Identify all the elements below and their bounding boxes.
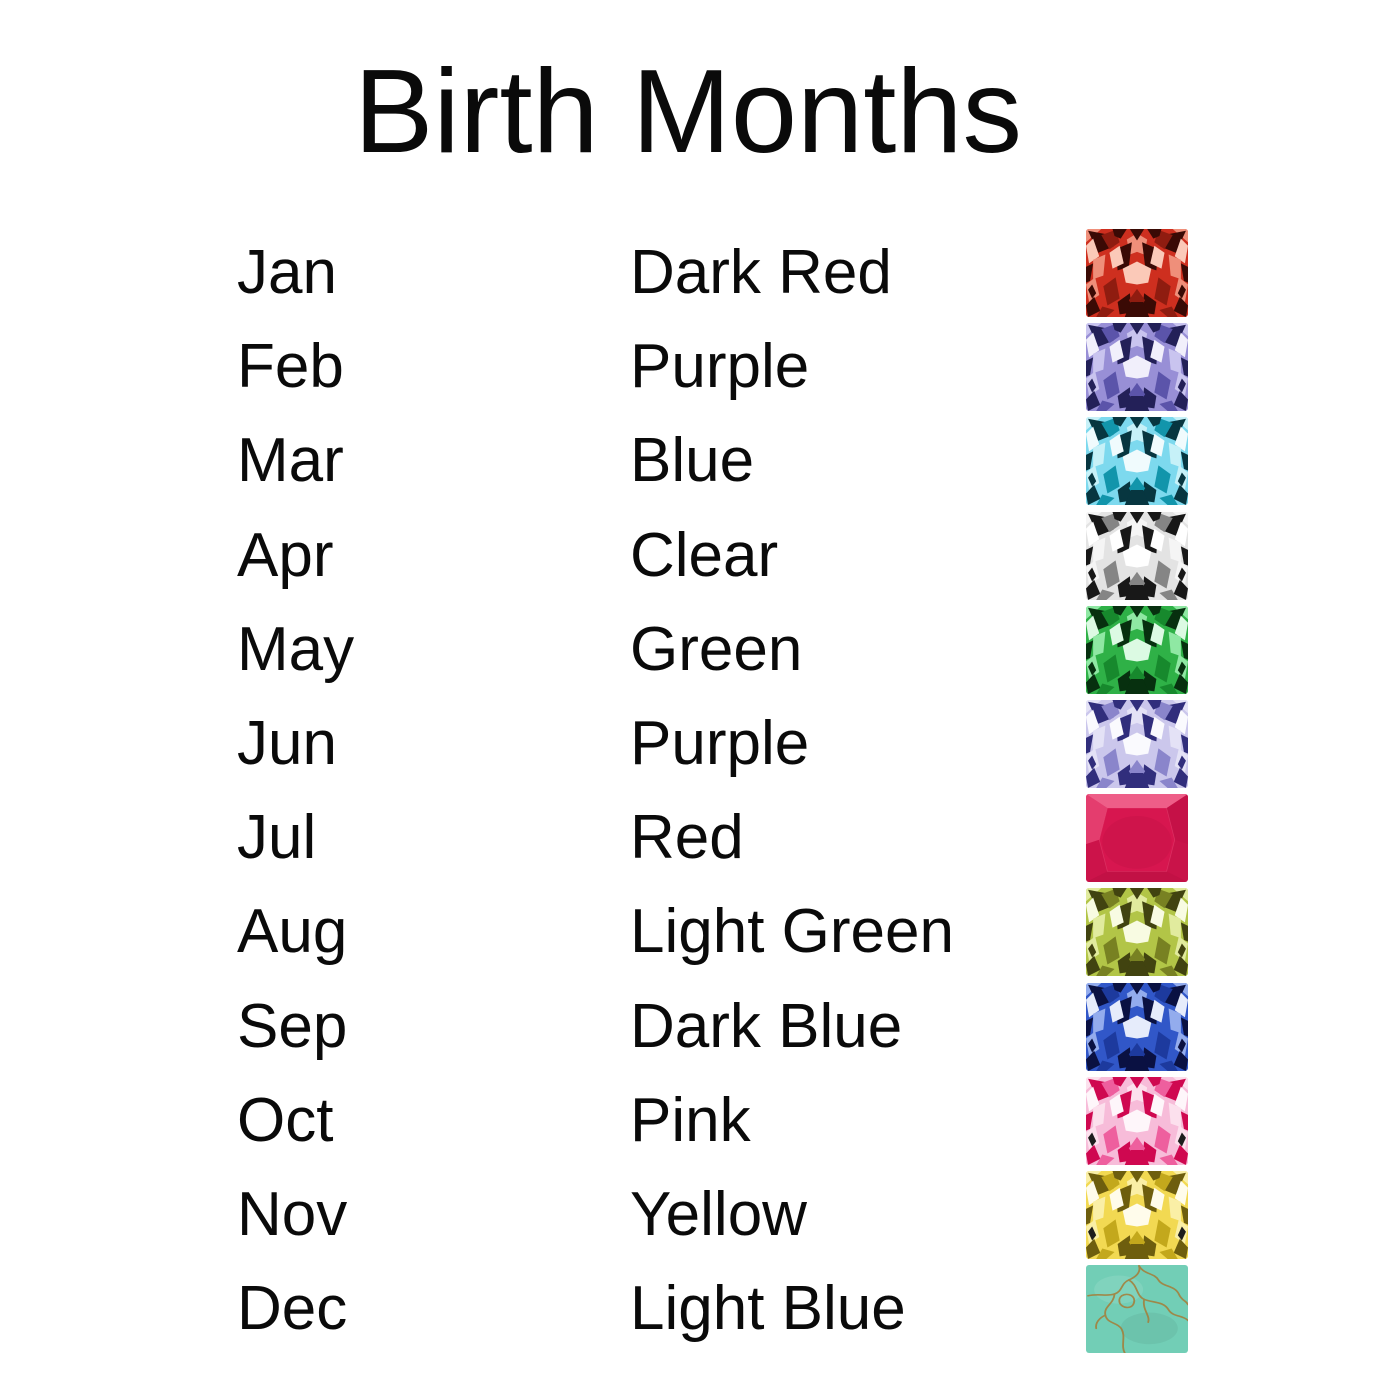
- table-row: [0, 603, 1400, 697]
- color-name-label: Dark Red: [630, 238, 892, 308]
- gemstone-swatch-feb: [1086, 323, 1188, 411]
- table-row: [0, 791, 1400, 885]
- table-row: [0, 885, 1400, 979]
- color-name-label: Clear: [630, 520, 779, 590]
- color-name-label: Light Green: [630, 897, 954, 967]
- color-name-label: Dark Blue: [630, 991, 903, 1061]
- gemstone-swatch-aug: [1086, 888, 1188, 976]
- table-row: [0, 1262, 1400, 1356]
- color-name-label: Blue: [630, 426, 755, 496]
- gemstone-swatch-dec: [1086, 1265, 1188, 1353]
- gemstone-swatch-sep: [1086, 983, 1188, 1071]
- gemstone-swatch-mar: [1086, 417, 1188, 505]
- month-label: Dec: [237, 1274, 348, 1344]
- table-row: [0, 697, 1400, 791]
- table-row: [0, 1074, 1400, 1168]
- month-label: May: [237, 614, 355, 684]
- month-label: Nov: [237, 1179, 348, 1249]
- month-label: Sep: [237, 991, 348, 1061]
- gemstone-swatch-jul: [1086, 794, 1188, 882]
- table-row: [0, 226, 1400, 320]
- gemstone-swatch-nov: [1086, 1171, 1188, 1259]
- page-title: Birth Months: [354, 45, 1022, 178]
- month-label: Aug: [237, 897, 348, 967]
- table-row: [0, 1168, 1400, 1262]
- gemstone-swatch-jun: [1086, 700, 1188, 788]
- table-row: [0, 509, 1400, 603]
- month-label: Feb: [237, 332, 344, 402]
- color-name-label: Purple: [630, 332, 810, 402]
- color-name-label: Purple: [630, 709, 810, 779]
- month-label: Oct: [237, 1085, 334, 1155]
- table-row: [0, 414, 1400, 508]
- month-color-table: [0, 226, 1400, 1356]
- month-label: Jan: [237, 238, 337, 308]
- color-name-label: Light Blue: [630, 1274, 906, 1344]
- month-label: Apr: [237, 520, 334, 590]
- gemstone-swatch-may: [1086, 606, 1188, 694]
- month-label: Jul: [237, 803, 317, 873]
- color-name-label: Green: [630, 614, 803, 684]
- color-name-label: Yellow: [630, 1179, 807, 1249]
- table-row: [0, 980, 1400, 1074]
- gemstone-swatch-jan: [1086, 229, 1188, 317]
- month-label: Mar: [237, 426, 344, 496]
- gemstone-swatch-apr: [1086, 512, 1188, 600]
- month-label: Jun: [237, 709, 337, 779]
- gemstone-swatch-oct: [1086, 1077, 1188, 1165]
- color-name-label: Red: [630, 803, 744, 873]
- color-name-label: Pink: [630, 1085, 751, 1155]
- table-row: [0, 320, 1400, 414]
